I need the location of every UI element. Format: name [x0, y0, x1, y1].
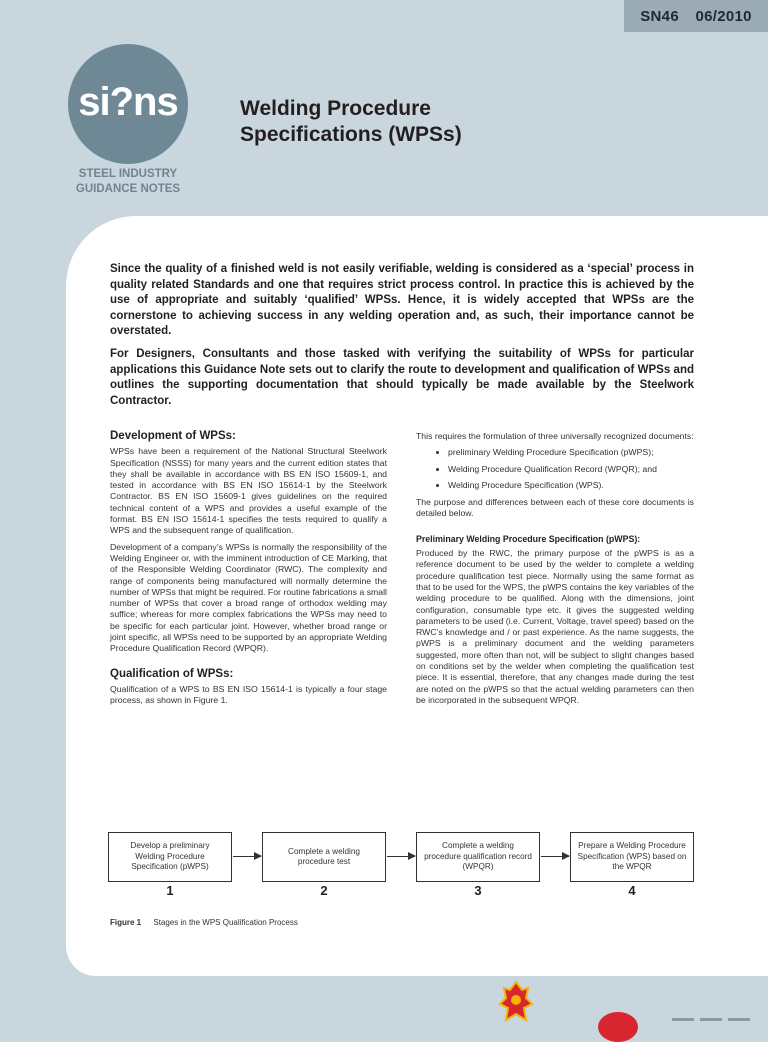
purpose-paragraph: The purpose and differences between each of these core documents is detailed below. — [416, 497, 694, 519]
flow-step-box: Prepare a Welding Procedure Specification (WPS) based on the WPQR — [570, 832, 694, 882]
flow-step-box: Complete a welding procedure qualification record (WPQR) — [416, 832, 540, 882]
partner-logo-icon — [598, 1012, 638, 1042]
heading-development: Development of WPSs: — [110, 430, 236, 442]
logo-subtitle-line2: GUIDANCE NOTES — [75, 183, 181, 195]
flow-step-number: 3 — [474, 883, 482, 898]
figure-caption — [110, 918, 298, 927]
list-item: • preliminary Welding Procedure Specification (pWPS); — [448, 447, 694, 458]
flow-arrow — [233, 856, 261, 857]
heading-pwps: Preliminary Welding Procedure Specification (pWPS): — [416, 533, 641, 544]
page-title-line2: Specifications (WPSs) — [240, 123, 462, 146]
document-code-tag — [624, 0, 768, 32]
partner-stripes-icon — [672, 1016, 752, 1024]
flow-arrow — [387, 856, 415, 857]
qualification-flowchart — [108, 832, 698, 900]
development-paragraph-1: WPSs have been a requirement of the National Structural Steelwork Specification (NSSS) for many years and the current edition states that they shall be available in accordance with BS EN ISO 15609-1, and tested in accordance with BS EN ISO 15614-1 by the Steelwork Contractor. BS EN ISO 15609-1 gives guidelines on the required technical content of a WPS and provides a useful example of the format. BS EN ISO 15614-1 specifies the tests required to qualify a WPS and the subsequent range of qualification. — [110, 446, 387, 536]
pwps-paragraph: Produced by the RWC, the primary purpose of the pWPS is as a reference document to be used by the welder to complete a welding procedure qualification test piece. Normally using the same format as that to be used for the WPS, the pWPS contains the key variables of the welding procedure to be qualified. Along with the dimensions, joint configuration, consumable type etc. it gives the suggested welding parameters to be used (i.e. Current, Voltage, travel speed) based on the RWC’s knowledge and / or past experience. As the name suggests, the pWPS is a preliminary document and the welding parameters suggested, more often than not, will be subject to slight changes based on conditions set by the welder when completing the qualification test piece. It is essential, therefore, that any changes made during the test are noted on the pWPS so that the actual welding parameters can then be incorporated in the subsequent WPQR. — [416, 548, 694, 705]
flow-step-box: Develop a preliminary Welding Procedure Specification (pWPS) — [108, 832, 232, 882]
heading-qualification: Qualification of WPSs: — [110, 667, 234, 680]
page-title-line1: Welding Procedure — [240, 97, 431, 120]
right-column — [416, 431, 694, 711]
flow-arrow — [541, 856, 569, 857]
list-item: • Welding Procedure Qualification Record (WPQR); and — [448, 464, 694, 475]
intro-paragraph-1: Since the quality of a finished weld is not easily verifiable, welding is considered as a ‘special’ process in quality related Standards and one that requires strict process control. In practice this is achieved by the use of appropriate and suitably ‘qualified’ WPSs. Hence, it is widely accepted that WPSs are the cornerstone to achieving success in any welding operation and, as such, their importance cannot be overstated. — [110, 263, 694, 338]
intro-section — [110, 262, 694, 416]
flow-step-number: 4 — [628, 883, 636, 898]
qualification-paragraph: Qualification of a WPS to BS EN ISO 15614-1 is typically a four stage process, as shown in Figure 1. — [110, 683, 387, 706]
figure-label: Figure 1 — [110, 918, 142, 927]
figure-caption-text: Stages in the WPS Qualification Process — [153, 918, 298, 927]
flow-step-number: 2 — [320, 883, 328, 898]
list-item: • Welding Procedure Specification (WPS). — [448, 480, 694, 491]
document-date: 06/2010 — [695, 8, 752, 25]
page-title — [240, 96, 462, 148]
logo-text: si?ns — [78, 80, 178, 124]
development-paragraph-2: Development of a company’s WPSs is normally the responsibility of the Welding Engineer or, with the imminent introduction of CE Marking, that of the Responsible Welding Coordinator (RWC). The complexity and range of components being manufactured will normally determine the number of WPSs that might be required. For routine fabrications a small number of WPSs that cover a broad range of orthodox welding may suffice; whereas for more complex fabrications the WPSs may need to be specific for each particular joint. However, whether broad range or joint specific, all WPSs need to be supported by an appropriate Welding Procedure Qualification Record (WPQR). — [110, 541, 387, 654]
flow-step-box: Complete a welding procedure test — [262, 832, 386, 882]
logo-subtitle — [58, 167, 198, 197]
document-list — [416, 447, 694, 491]
formulation-paragraph: This requires the formulation of three universally recognized documents: — [416, 431, 694, 441]
crest-logo-icon — [498, 980, 534, 1024]
flow-step-number: 1 — [166, 883, 174, 898]
document-code: SN46 — [640, 8, 679, 25]
signs-logo — [68, 44, 188, 164]
logo-subtitle-line1: STEEL INDUSTRY — [78, 168, 178, 180]
left-column — [110, 431, 387, 712]
intro-paragraph-2: For Designers, Consultants and those tasked with verifying the suitability of WPSs for particular applications this Guidance Note sets out to clarify the route to development and qualification of WPSs and outlines the supporting documentation that should typically be made available by the Steelwork Contractor. — [110, 347, 694, 407]
